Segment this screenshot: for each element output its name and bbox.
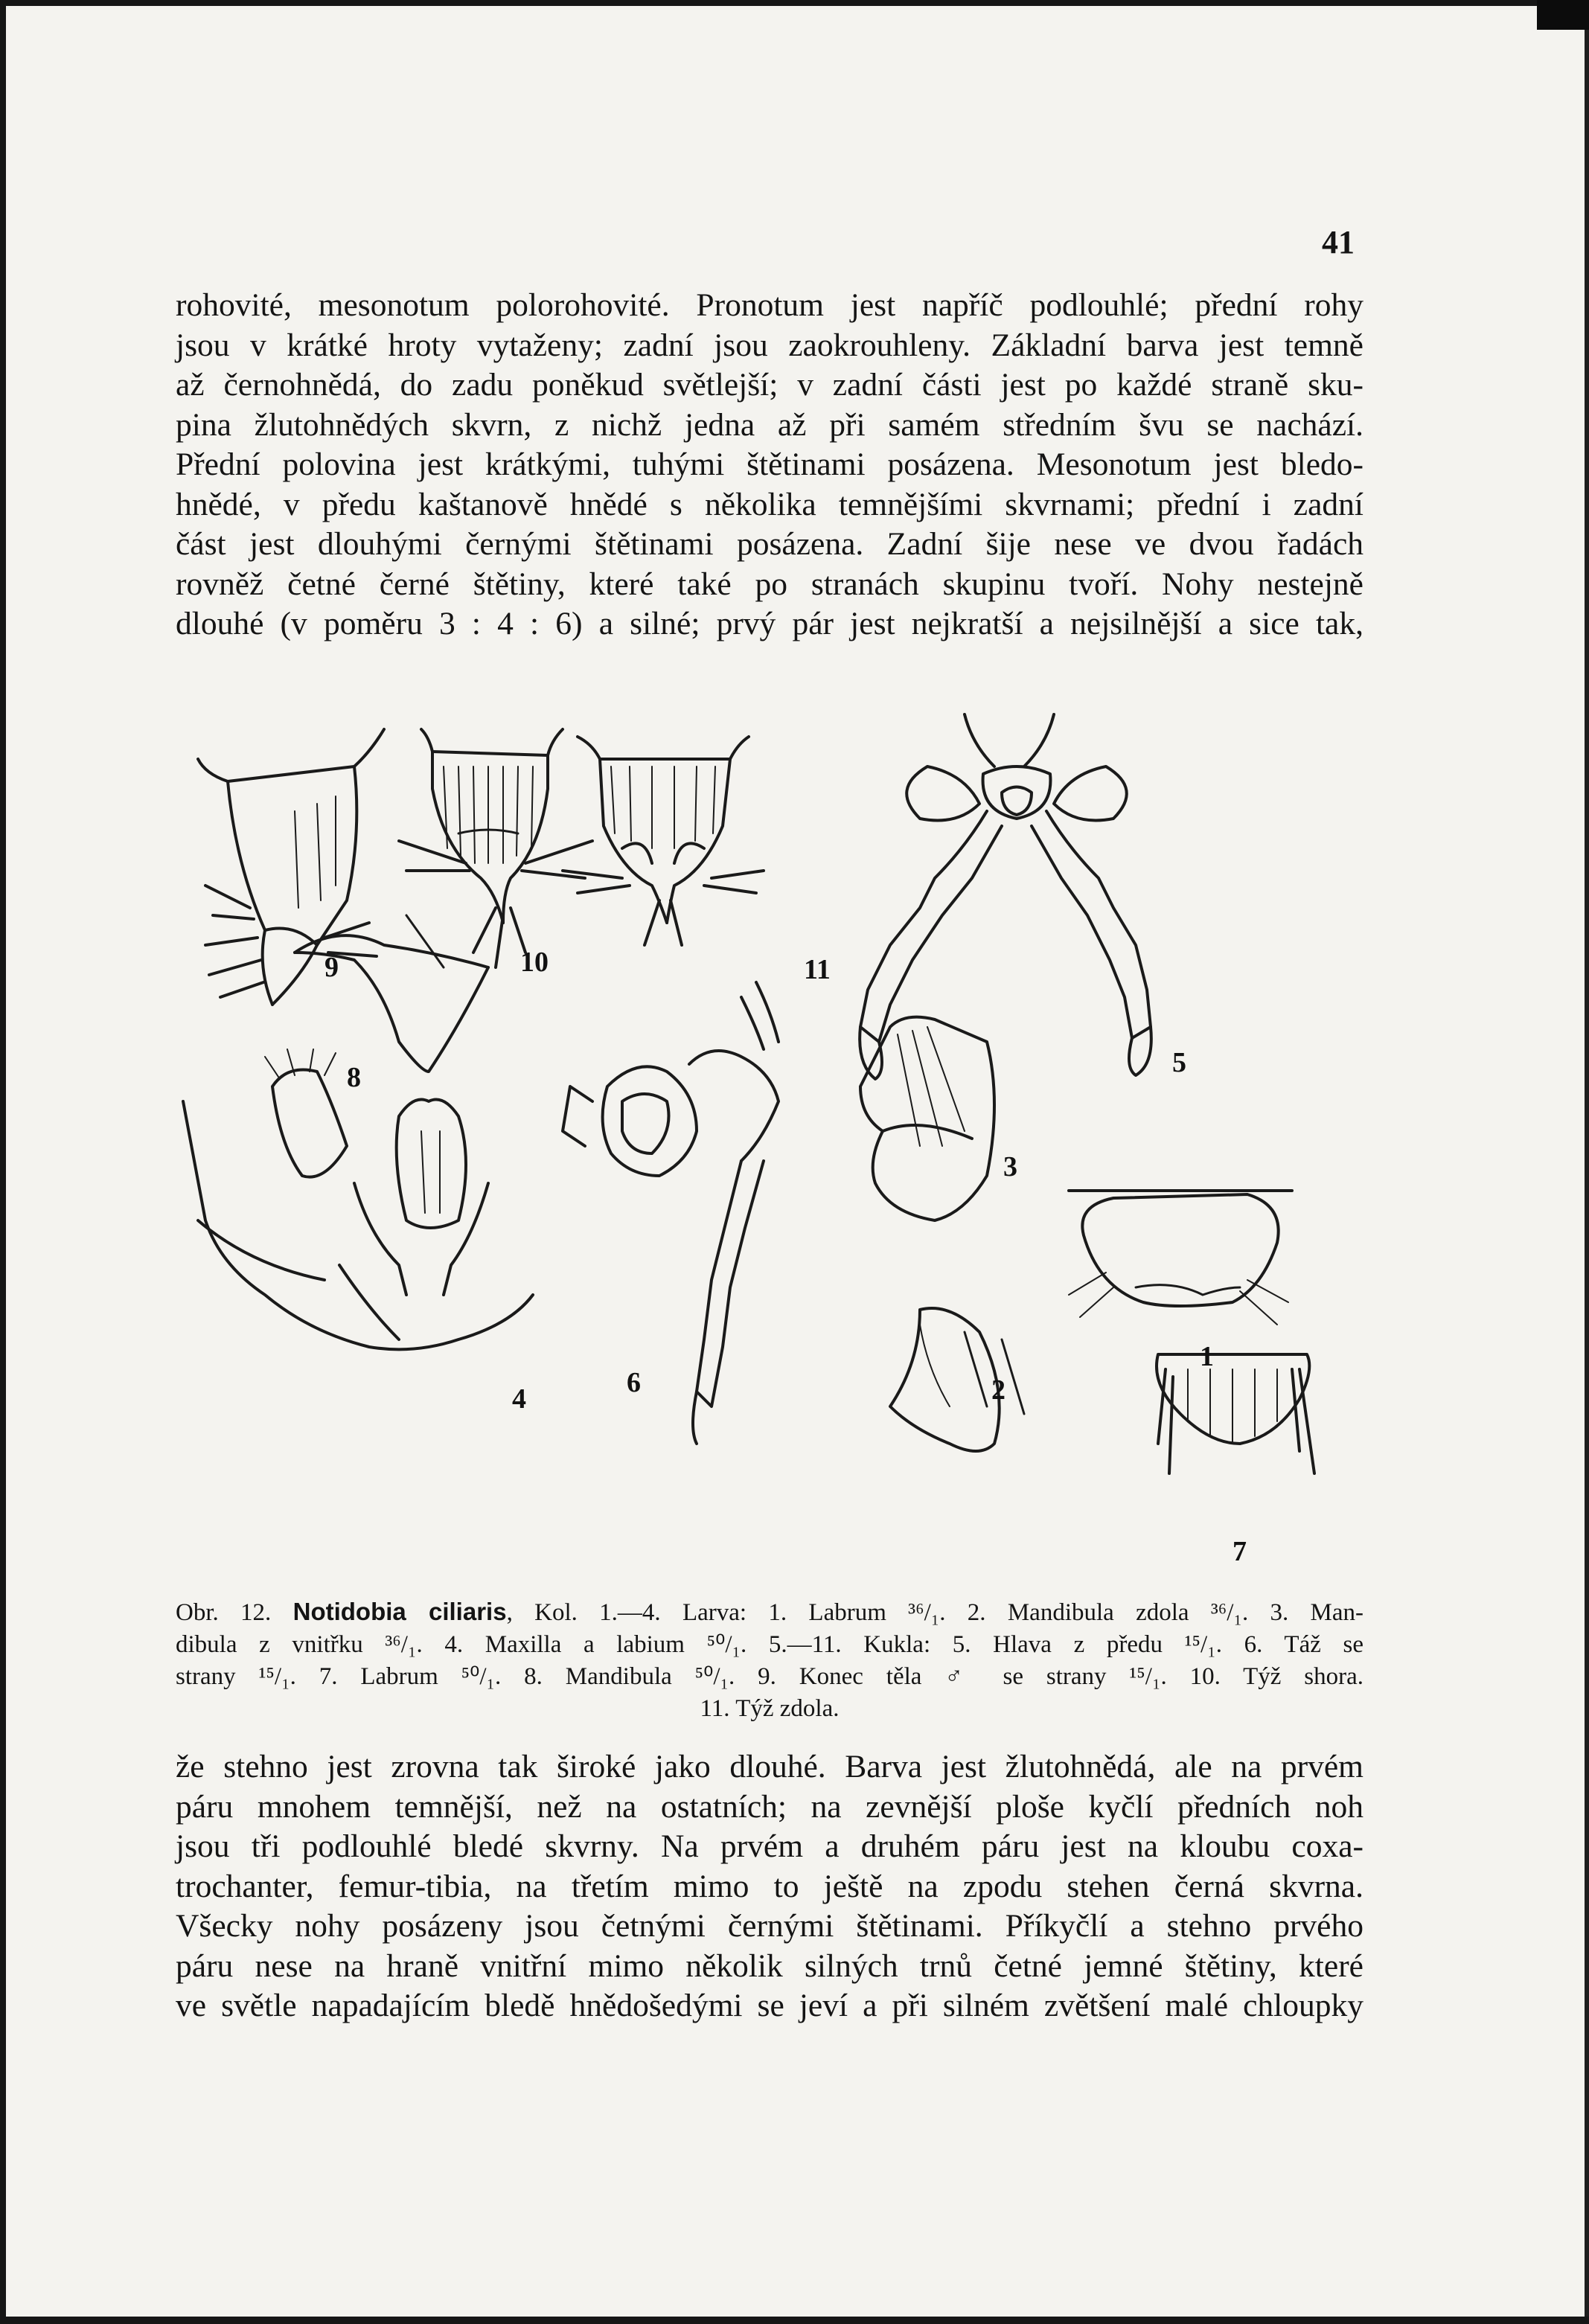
caption-prefix: Obr. 12.	[176, 1599, 272, 1626]
text-line: Přední polovina jest krátkými, tuhými štětinami posázena. Mesonotum jest bledo-	[176, 446, 1363, 482]
body-paragraph-bottom	[176, 1747, 1363, 2026]
scan-corner-shadow	[1537, 0, 1589, 30]
drawing-1-labrum	[1069, 1191, 1292, 1325]
figure-label-2: 2	[991, 1374, 1005, 1406]
text-line: část jest dlouhými černými štětinami posázena. Zadní šije nese ve dvou řadách	[176, 526, 1363, 562]
figure-caption	[176, 1595, 1363, 1725]
page-number: 41	[1322, 224, 1355, 260]
drawing-6-head-side	[563, 982, 778, 1444]
figure-illustrations	[176, 700, 1363, 1592]
text-line: pina žlutohnědých skvrn, z nichž jedna až při samém středním švu se nachází.	[176, 406, 1363, 443]
figure-label-5: 5	[1172, 1047, 1186, 1078]
text-line: až černohnědá, do zadu poněkud světlejší; v zadní části jest po každé straně sku-	[176, 367, 1363, 403]
text-line: jsou v krátké hroty vytaženy; zadní jsou zaokrouhleny. Základní barva jest temně	[176, 327, 1363, 363]
scan-border-bottom	[0, 2317, 1589, 2324]
text-line: ve světle napadajícím bledě hnědošedými se jeví a při silném zvětšení malé chloupky	[176, 1988, 1363, 2023]
scan-border-top	[0, 0, 1589, 6]
figure-label-10: 10	[520, 947, 549, 978]
text-line: hnědé, v předu kaštanově hnědé s několika temnějšími skvrnami; přední i zadní	[176, 486, 1363, 522]
text-line: rohovité, mesonotum polorohovité. Pronotum jest napříč podlouhlé; přední rohy	[176, 287, 1363, 323]
species-name: Notidobia ciliaris	[292, 1598, 507, 1625]
caption-line	[176, 1595, 1363, 1629]
drawing-8-mandibula	[295, 915, 488, 1072]
scan-border-right	[1585, 0, 1589, 2324]
drawing-4-maxilla-labium	[183, 1049, 533, 1349]
text-line: trochanter, femur-tibia, na třetím mimo to ještě na zpodu stehen černá skvrna.	[176, 1868, 1363, 1904]
drawing-7-labrum-pupa	[1157, 1354, 1314, 1473]
scan-border-left	[0, 0, 6, 2324]
text-line: že stehno jest zrovna tak široké jako dlouhé. Barva jest žlutohnědá, ale na prvém	[176, 1749, 1363, 1784]
figure-label-1: 1	[1200, 1341, 1214, 1372]
text-line: jsou tři podlouhlé bledé skvrny. Na prvém a druhém páru jest na kloubu coxa-	[176, 1828, 1363, 1864]
text-line: Všecky nohy posázeny jsou četnými černými štětinami. Příkyčlí a stehno prvého	[176, 1908, 1363, 1944]
drawing-10-body-end-top	[399, 729, 592, 967]
drawing-3-mandibula-inner	[860, 1017, 994, 1220]
text-line: dlouhé (v poměru 3 : 4 : 6) a silné; prvý pár jest nejkratší a nejsilnější a sice tak,	[176, 606, 1363, 641]
caption-line: 11. Týž zdola.	[700, 1695, 840, 1722]
text-line: rovněž četné černé štětiny, které také po stranách skupinu tvoří. Nohy nestejně	[176, 566, 1363, 602]
figure-label-8: 8	[347, 1062, 361, 1093]
drawing-5-head-front	[860, 714, 1151, 1079]
caption-line-1-text: , Kol. 1.—4. Larva: 1. Labrum ³⁶/₁. 2. Mandibula zdola ³⁶/₁. 3. Man-	[506, 1599, 1364, 1626]
caption-line: dibula z vnitřku ³⁶/₁. 4. Maxilla a labium ⁵⁰/₁. 5.—11. Kukla: 5. Hlava z předu ¹⁵/₁. 6. Táž se	[176, 1631, 1363, 1658]
figure-label-3: 3	[1003, 1151, 1017, 1182]
figure-label-4: 4	[512, 1383, 526, 1415]
figure-label-9: 9	[324, 952, 339, 983]
caption-line: strany ¹⁵/₁. 7. Labrum ⁵⁰/₁. 8. Mandibula ⁵⁰/₁. 9. Konec těla ♂ se strany ¹⁵/₁. 10. Týž shora.	[176, 1663, 1363, 1690]
figure-label-7: 7	[1232, 1536, 1247, 1567]
figure-label-6: 6	[627, 1367, 641, 1398]
text-line: páru mnohem temnější, než na ostatních; na zevnější ploše kyčlí předních noh	[176, 1788, 1363, 1825]
body-paragraph-top	[176, 286, 1363, 644]
text-line: páru nese na hraně vnitřní mimo několik silných trnů četné jemné štětiny, které	[176, 1947, 1363, 1984]
figure-label-11: 11	[804, 954, 831, 985]
